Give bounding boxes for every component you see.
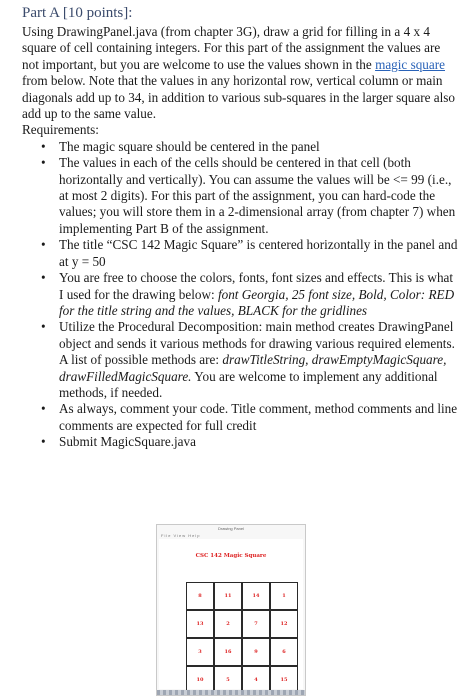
bullet-icon: •	[41, 434, 46, 450]
magic-square-cell: 12	[270, 610, 298, 638]
magic-square-cell: 11	[214, 582, 242, 610]
requirement-text: As always, comment your code. Title comment, method comments and line comments are expected for full credit	[59, 401, 458, 433]
assignment-document	[22, 4, 458, 451]
magic-square-cell: 13	[186, 610, 214, 638]
part-a-heading: Part A [10 points]:	[22, 5, 133, 21]
bullet-icon: •	[41, 319, 46, 335]
requirement-comments	[22, 401, 458, 434]
magic-square-grid	[186, 582, 298, 694]
bullet-icon: •	[41, 401, 46, 417]
requirement-text: Submit MagicSquare.java	[59, 434, 196, 450]
intro-text: Using DrawingPanel.java (from chapter 3G), draw a grid for filling in a 4 x 4 square of cell containing integers. For this part of the assignment the values are not important, but you are welcome to use the values shown in the	[22, 24, 441, 72]
requirement-cell-values	[22, 155, 458, 237]
magic-square-cell: 1	[270, 582, 298, 610]
magic-square-cell: 9	[242, 638, 270, 666]
requirement-style	[22, 270, 458, 319]
magic-square-cell: 6	[270, 638, 298, 666]
magic-square-cell: 14	[242, 582, 270, 610]
magic-square-link[interactable]: magic square	[375, 56, 445, 72]
magic-square-cell: 15	[270, 666, 298, 694]
magic-square-cell: 4	[242, 666, 270, 694]
magic-square-cell: 7	[242, 610, 270, 638]
requirement-centered	[22, 139, 458, 155]
requirement-text: The values in each of the cells should be centered in that cell (both horizontally and vertically). You can assume the values will be <= 99 (i.e., at most 2 digits). For this part of the assignment, you can hard-code the values; you will store them in a 2-dimensional array (from chapter 7) when implementing Part B of the assignment.	[59, 155, 456, 236]
magic-square-cell: 2	[214, 610, 242, 638]
bullet-icon: •	[41, 155, 46, 171]
window-title: Drawing Panel	[217, 526, 244, 531]
requirement-text-tail: You are welcome to implement any additional methods, if needed.	[59, 368, 438, 400]
requirement-text: The magic square should be centered in the panel	[59, 138, 320, 154]
magic-square-cell: 5	[214, 666, 242, 694]
requirements-label: Requirements:	[22, 122, 99, 138]
magic-square-cell: 16	[214, 638, 242, 666]
requirement-italic-text: drawTitleString, drawEmptyMagicSquare, drawFilledMagicSquare.	[59, 352, 447, 384]
intro-text-continued: from below. Note that the values in any horizontal row, vertical column or main diagonals add up to 34, in addition to various sub-squares in the larger square also add up to the same value.	[22, 73, 456, 122]
bullet-icon: •	[41, 270, 46, 286]
requirement-title	[22, 237, 458, 270]
requirement-text: Utilize the Procedural Decomposition: main method creates DrawingPanel object and sends it various methods for drawing various required elements. A list of possible methods are:	[59, 319, 455, 368]
intro-paragraph	[22, 24, 458, 122]
window-status-bar	[157, 690, 305, 695]
requirement-text: The title “CSC 142 Magic Square” is centered horizontally in the panel and at y = 50	[59, 237, 458, 269]
window-menu: File View Help	[161, 533, 201, 538]
drawing-panel	[159, 539, 303, 689]
requirement-italic-text: font Georgia, 25 font size, Bold, Color: RED for the title string and the values, BLACK for the gridlines	[59, 286, 455, 318]
magic-square-title: CSC 142 Magic Square	[195, 553, 267, 559]
magic-square-cell: 3	[186, 638, 214, 666]
requirement-decomposition	[22, 319, 458, 401]
requirement-text: You are free to choose the colors, fonts, font sizes and effects. This is what I used for the drawing below:	[59, 270, 454, 302]
drawing-panel-window	[156, 524, 306, 696]
magic-square-cell: 10	[186, 666, 214, 694]
bullet-icon: •	[41, 237, 46, 253]
bullet-icon: •	[41, 138, 46, 154]
magic-square-cell: 8	[186, 582, 214, 610]
requirement-submit	[22, 434, 458, 450]
requirements-list	[22, 139, 458, 451]
